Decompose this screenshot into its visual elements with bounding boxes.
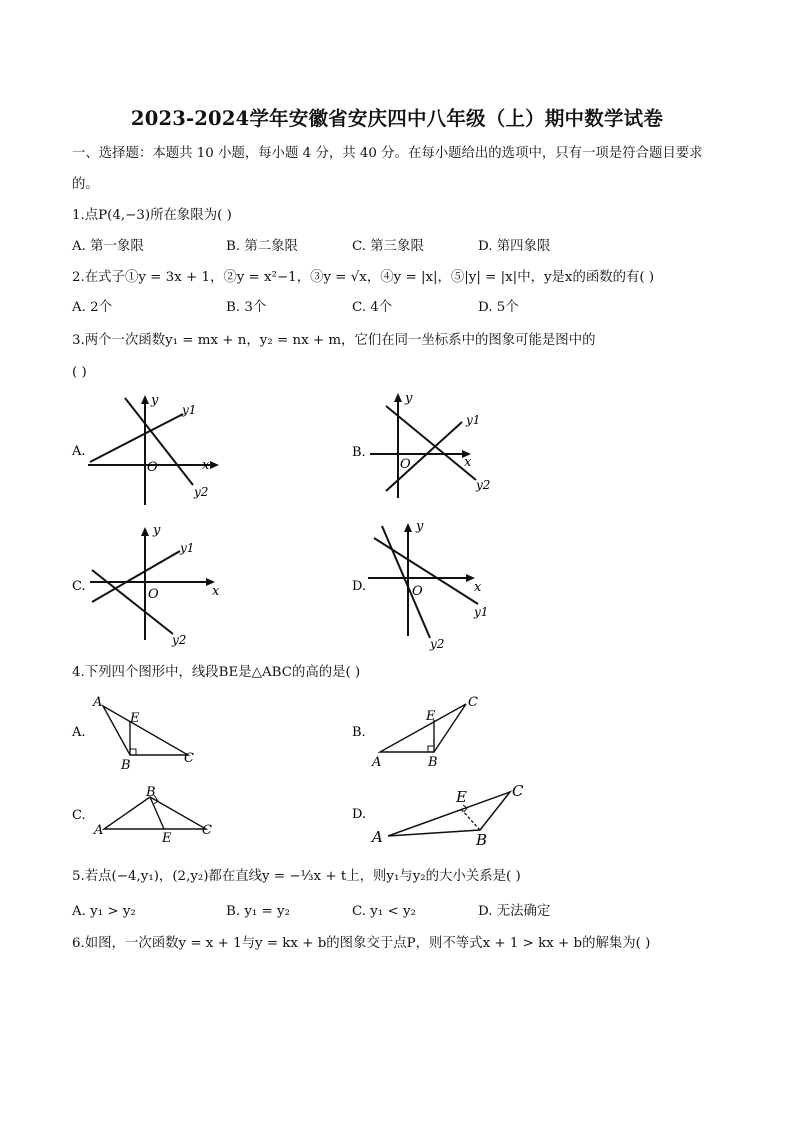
figure-4c-vertex-a: A: [94, 823, 104, 838]
graph-a-y2-label: y2: [194, 485, 209, 499]
figure-4a-right-angle: [130, 749, 136, 755]
figure-4a-triangle: [103, 706, 188, 755]
graph-c-label: C.: [72, 579, 86, 594]
question-2-option-c: C. 4个: [352, 300, 393, 315]
graph-c-y-arrow: [141, 527, 149, 536]
question-4-stem: 4.下列四个图形中，线段BE是△ABC的高的是( ): [72, 665, 361, 680]
figure-4d-vertex-c: C: [512, 782, 524, 800]
graph-a-origin-label: O: [147, 460, 158, 475]
question-1-option-c: C. 第三象限: [352, 239, 424, 254]
graph-c-y-label: y: [153, 523, 161, 538]
figure-4c-label: C.: [72, 808, 86, 823]
question-3-stem: 3.两个一次函数y₁ = mx + n，y₂ = nx + m，它们在同一坐标系中的图象可能是图中的: [72, 333, 596, 348]
figure-4a-vertex-b: B: [121, 758, 131, 770]
figure-4c-vertex-e: E: [162, 831, 172, 845]
figure-4d-triangle: [388, 792, 510, 836]
figure-4d-vertex-e: E: [456, 788, 467, 806]
graph-c: [70, 520, 230, 650]
graph-d-label: D.: [352, 579, 367, 594]
figure-4c-vertex-c: C: [202, 823, 212, 838]
question-1-option-a: A. 第一象限: [72, 239, 144, 254]
graph-c-origin-label: O: [148, 587, 159, 602]
figure-4b-label: B.: [352, 725, 366, 740]
figure-4b-vertex-a: A: [372, 755, 382, 770]
graph-b-y1-label: y1: [466, 413, 481, 427]
graph-c-y1-label: y1: [180, 541, 195, 555]
question-5-stem: 5.若点(−4,y₁)，(2,y₂)都在直线y = −⅓x + t上，则y₁与y₂的大小关系是( ): [72, 869, 521, 884]
figure-4a-label: A.: [72, 725, 86, 740]
graph-c-y2-label: y2: [172, 633, 187, 647]
section-heading-line1: 一、选择题：本题共 10 小题，每小题 4 分，共 40 分。在每小题给出的选项中，只有一项是符合题目要求: [72, 146, 703, 161]
graph-b-y-label: y: [405, 391, 413, 406]
page-title: 2023-2024学年安徽省安庆四中八年级（上）期中数学试卷: [130, 107, 664, 130]
graph-a-y-label: y: [151, 393, 159, 408]
graph-c-line-y1: [92, 551, 180, 602]
graph-a-x-arrow: [210, 461, 219, 469]
question-5-option-b: B. y₁ = y₂: [226, 904, 290, 919]
graph-a-label: A.: [72, 444, 86, 459]
question-5-option-d: D. 无法确定: [478, 904, 551, 919]
graph-a-y1-label: y1: [182, 403, 197, 417]
figure-4d-label: D.: [352, 807, 367, 822]
graph-d-line-y2: [382, 526, 430, 638]
figure-4b-vertex-e: E: [426, 709, 436, 724]
question-5-option-c: C. y₁ < y₂: [352, 904, 416, 919]
question-3-stem-paren: ( ): [72, 365, 87, 380]
question-1-option-b: B. 第二象限: [226, 239, 298, 254]
question-2-stem: 2.在式子①y = 3x + 1，②y = x²−1，③y = √x，④y = |x|，⑤|y| = |x|中，y是x的函数的有( ): [72, 270, 655, 285]
graph-c-x-label: x: [212, 584, 220, 599]
graph-d-y2-label: y2: [430, 637, 445, 651]
graph-b-y-arrow: [394, 393, 402, 402]
figure-4c: [70, 783, 220, 845]
figure-4a: [70, 690, 210, 770]
figure-4a-vertex-e: E: [130, 711, 140, 726]
figure-4d-vertex-a: A: [372, 828, 383, 846]
question-1-stem: 1.点P(4,−3)所在象限为( ): [72, 208, 232, 223]
question-2-option-a: A. 2个: [72, 300, 113, 315]
question-1-option-d: D. 第四象限: [478, 239, 551, 254]
graph-a-x-label: x: [202, 458, 210, 473]
figure-4d: [350, 780, 530, 850]
section-heading-line2: 的。: [72, 177, 99, 192]
figure-4b-vertex-c: C: [468, 695, 478, 710]
graph-d-y-label: y: [416, 519, 424, 534]
graph-d-origin-label: O: [412, 584, 423, 599]
figure-4b-triangle: [380, 704, 466, 752]
graph-d-x-label: x: [474, 580, 482, 595]
figure-4b: [350, 692, 490, 772]
graph-d-y1-label: y1: [474, 605, 489, 619]
graph-d-y-arrow: [404, 523, 412, 532]
figure-4c-triangle: [104, 797, 206, 829]
graph-a-y-arrow: [141, 395, 149, 404]
question-5-option-a: A. y₁ > y₂: [72, 904, 136, 919]
question-6-stem: 6.如图，一次函数y = x + 1与y = kx + b的图象交于点P，则不等式x + 1 > kx + b的解集为( ): [72, 936, 651, 951]
question-2-option-b: B. 3个: [226, 300, 267, 315]
graph-d-line-y1: [374, 538, 478, 604]
figure-4b-vertex-b: B: [428, 755, 438, 770]
figure-4a-vertex-c: C: [184, 751, 194, 766]
graph-b: [350, 386, 510, 506]
graph-b-origin-label: O: [400, 457, 411, 472]
question-2-option-d: D. 5个: [478, 300, 519, 315]
graph-b-label: B.: [352, 445, 366, 460]
graph-a: [70, 390, 230, 510]
graph-b-x-label: x: [464, 455, 472, 470]
figure-4c-vertex-b: B: [146, 785, 156, 800]
figure-4a-vertex-a: A: [93, 695, 103, 710]
figure-4d-segment-be: [460, 808, 480, 830]
graph-d: [350, 518, 510, 653]
figure-4d-vertex-b: B: [476, 831, 488, 849]
graph-b-y2-label: y2: [476, 478, 491, 492]
figure-4b-right-angle: [428, 746, 434, 752]
